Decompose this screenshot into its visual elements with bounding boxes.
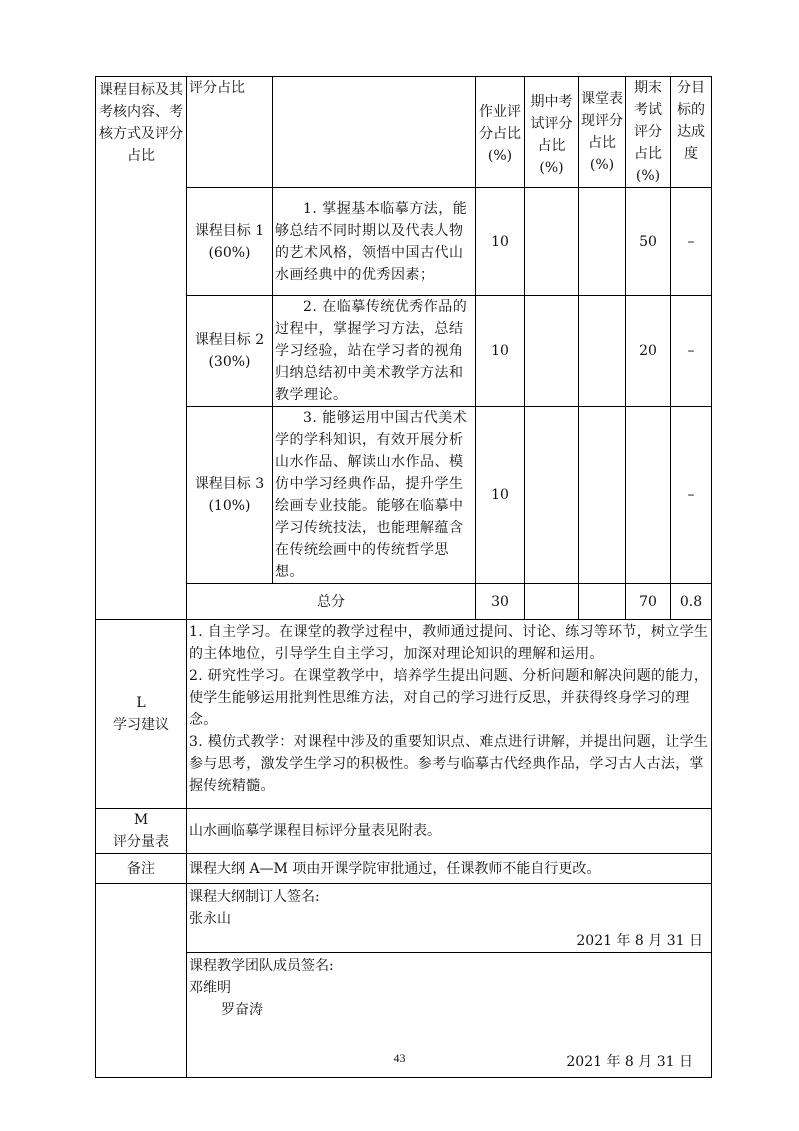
- objective-row: [96, 188, 712, 296]
- page-number: 43: [393, 1051, 406, 1065]
- row-header-cell: [96, 77, 187, 620]
- objective-name: 课程目标 2: [194, 332, 265, 348]
- remarks-label: 备注: [96, 854, 187, 884]
- team-date: 2021 年 8 月 31 日: [566, 1054, 693, 1070]
- drafter-date: 2021 年 8 月 31 日: [576, 933, 703, 949]
- objective-final: 20: [626, 296, 671, 407]
- suggestion-paragraph: 3. 模仿式教学：对课程中涉及的重要知识点、难点进行讲解，并提出问题，让学生参与思考，激发学生学习的积极性。参考与临摹古代经典作品，学习古人古法，掌握传统精髓。: [189, 734, 709, 794]
- objective-description: 1. 掌握基本临摹方法，能够总结不同时期以及代表人物的艺术风格，领悟中国古代山水画经典中的优秀因素；: [273, 188, 476, 296]
- objective-midterm: [525, 296, 579, 407]
- team-member-name: 邓维明: [189, 980, 231, 996]
- objective-row: [96, 407, 712, 584]
- objective-classroom: [579, 188, 626, 296]
- score-ratio-header: [187, 77, 273, 188]
- objective-name-cell: [187, 407, 273, 584]
- score-ratio-label: 评分占比: [189, 80, 245, 96]
- objective-weight: (60%): [208, 244, 251, 261]
- homework-header: [476, 77, 525, 188]
- objective-homework: 10: [476, 407, 525, 584]
- remarks-content: 课程大纲 A—M 项由开课学院审批通过，任课教师不能自行更改。: [187, 854, 712, 884]
- objective-midterm: [525, 188, 579, 296]
- team-signature-label: 课程教学团队成员签名:: [189, 958, 334, 974]
- objective-description: 3. 能够运用中国古代美术学的学科知识，有效开展分析山水作品、解读山水作品、模仿中学习经典作品，提升学生绘画专业技能。能够在临摹中学习传统技法，也能理解蕴含在传统绘画中的传统哲学思想。: [273, 407, 476, 584]
- classroom-header-label: 课堂表现评分占比(%): [581, 91, 623, 173]
- objective-midterm: [525, 407, 579, 584]
- objective-achievement: –: [671, 407, 712, 584]
- total-midterm: [525, 584, 579, 620]
- objective-weight: (10%): [208, 498, 251, 514]
- section-m-letter: M: [133, 812, 149, 828]
- objective-row: [96, 296, 712, 407]
- signature-label-cell: [96, 884, 187, 1078]
- objective-final: [626, 407, 671, 584]
- drafter-name: 张永山: [189, 911, 231, 927]
- header-row: [96, 77, 712, 188]
- total-final: 70: [626, 584, 671, 620]
- objective-name-cell: [187, 188, 273, 296]
- drafter-signature-row: [96, 884, 712, 953]
- classroom-header: [579, 77, 626, 188]
- midterm-header-label: 期中考试评分占比(%): [530, 94, 573, 176]
- objective-homework: 10: [476, 188, 525, 296]
- team-member-name: 罗奋涛: [221, 1002, 263, 1018]
- row-header-text: 课程目标及其考核内容、考核方式及评分占比: [99, 82, 183, 164]
- final-header: [626, 77, 671, 188]
- objective-name-cell: [187, 296, 273, 407]
- objective-name: 课程目标 3: [194, 476, 265, 492]
- learning-suggestion-row: [96, 620, 712, 809]
- achievement-header: [671, 77, 712, 188]
- total-homework: 30: [476, 584, 525, 620]
- objective-description: 2. 在临摹传统优秀作品的过程中，掌握学习方法，总结学习经验，站在学习者的视角归纳总结初中美术教学方法和教学理论。: [273, 296, 476, 407]
- homework-header-label: 作业评分占比(%): [479, 104, 521, 164]
- section-m-label-cell: [96, 809, 187, 854]
- final-header-label: 期末考试评分占比(%): [634, 80, 662, 184]
- section-m-content: 山水画临摹学课程目标评分量表见附表。: [187, 809, 712, 854]
- objective-classroom: [579, 296, 626, 407]
- course-outline-table: [95, 76, 712, 1078]
- drafter-signature-cell: [187, 884, 712, 953]
- objective-name: 课程目标 1: [194, 222, 265, 239]
- midterm-header: [525, 77, 579, 188]
- section-l-title: 学习建议: [113, 717, 169, 733]
- objective-classroom: [579, 407, 626, 584]
- section-l-label-cell: [96, 620, 187, 809]
- objective-weight: (30%): [208, 354, 251, 370]
- remarks-row: [96, 854, 712, 884]
- blank-header: [273, 77, 476, 188]
- objective-achievement: –: [671, 188, 712, 296]
- achievement-header-label: 分目标的达成度: [677, 80, 705, 162]
- rubric-row: [96, 809, 712, 854]
- objective-homework: 10: [476, 296, 525, 407]
- drafter-signature-label: 课程大纲制订人签名:: [189, 889, 320, 905]
- total-label: 总分: [187, 584, 476, 620]
- suggestion-paragraph: 2. 研究性学习。在课堂教学中，培养学生提出问题、分析问题和解决问题的能力，使学生能够运用批判性思维方法，对自己的学习进行反思，并获得终身学习的理念。: [189, 668, 709, 728]
- total-classroom: [579, 584, 626, 620]
- section-l-letter: L: [136, 695, 146, 711]
- section-m-title: 评分量表: [113, 834, 169, 850]
- section-l-content: [187, 620, 712, 809]
- suggestion-paragraph: 1. 自主学习。在课堂的教学过程中，教师通过提问、讨论、练习等环节，树立学生的主体地位，引导学生自主学习，加深对理论知识的理解和运用。: [189, 624, 709, 662]
- objective-final: 50: [626, 188, 671, 296]
- total-achievement: 0.8: [671, 584, 712, 620]
- total-row: [96, 584, 712, 620]
- objective-achievement: –: [671, 296, 712, 407]
